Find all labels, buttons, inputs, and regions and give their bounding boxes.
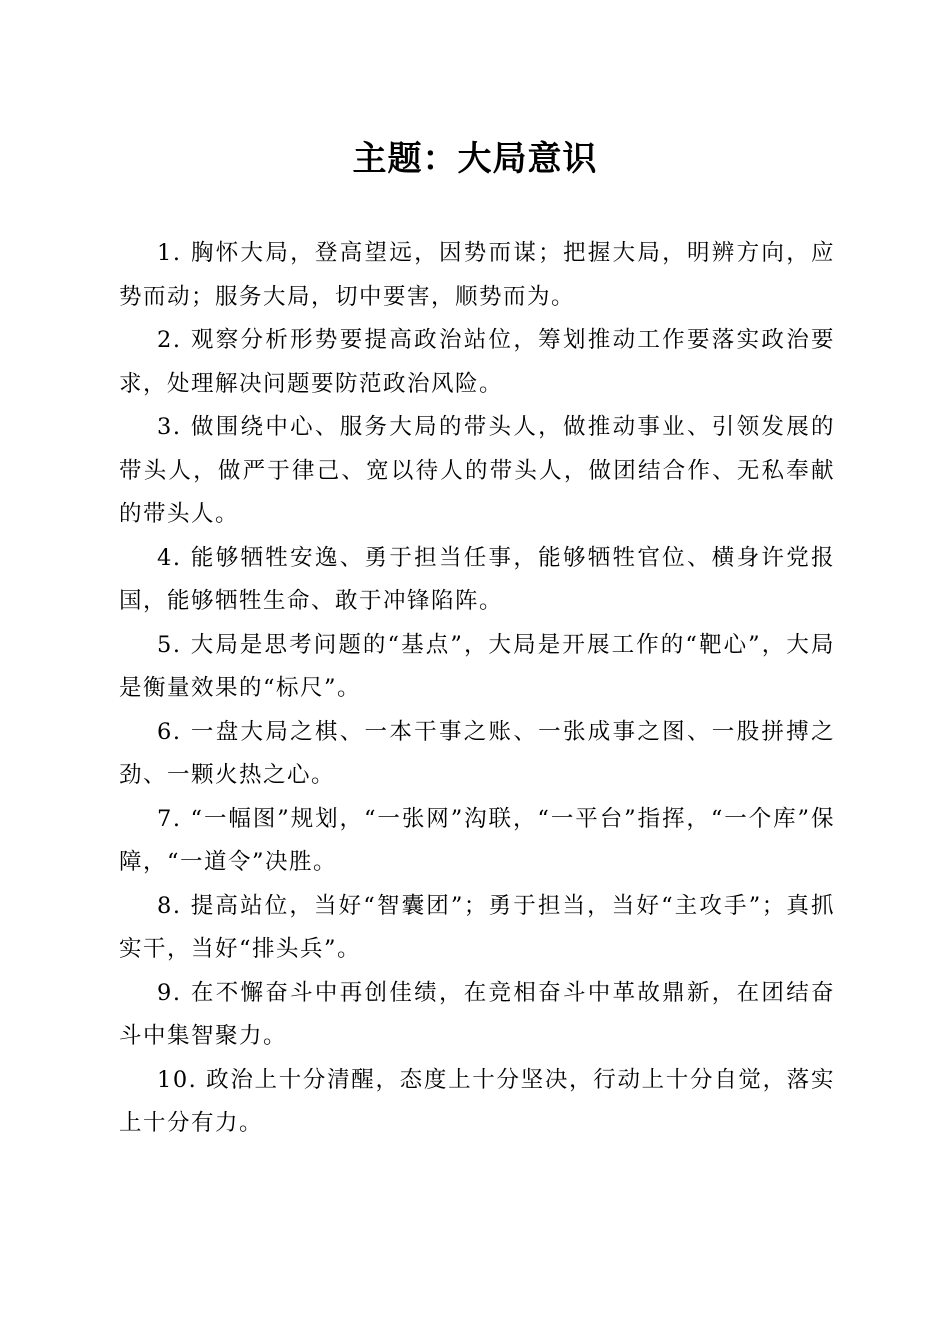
paragraph-3: 3. 做围绕中心、服务大局的带头人，做推动事业、引领发展的带头人，做严于律己、宽以待人的带头人，做团结合作、无私奉献的带头人。 [119, 414, 835, 527]
paragraph-7: 7. “一幅图”规划，“一张网”沟联，“一平台”指挥，“一个库”保障，“一道令”决胜。 [119, 805, 835, 875]
paragraph-4: 4. 能够牺牲安逸、勇于担当任事，能够牺牲官位、横身许党报国，能够牺牲生命、敢于冲锋陷阵。 [119, 544, 835, 614]
paragraph-10: 10. 政治上十分清醒，态度上十分坚决，行动上十分自觉，落实上十分有力。 [119, 1066, 835, 1136]
paragraph-8: 8. 提高站位，当好“智囊团”；勇于担当，当好“主攻手”；真抓实干，当好“排头兵”。 [119, 892, 835, 962]
paragraph-2: 2. 观察分析形势要提高政治站位，筹划推动工作要落实政治要求，处理解决问题要防范政治风险。 [119, 327, 835, 397]
paragraph-1: 1. 胸怀大局，登高望远，因势而谋；把握大局，明辨方向，应势而动；服务大局，切中要害，顺势而为。 [119, 240, 835, 310]
paragraph-9: 9. 在不懈奋斗中再创佳绩，在竞相奋斗中革故鼎新，在团结奋斗中集智聚力。 [119, 979, 835, 1049]
paragraph-6: 6. 一盘大局之棋、一本干事之账、一张成事之图、一股拼搏之劲、一颗火热之心。 [119, 718, 835, 788]
document-body [119, 232, 835, 1146]
paragraph-5: 5. 大局是思考问题的“基点”，大局是开展工作的“靶心”，大局是衡量效果的“标尺”。 [119, 631, 835, 701]
document-title: 主题：大局意识 [352, 139, 598, 179]
